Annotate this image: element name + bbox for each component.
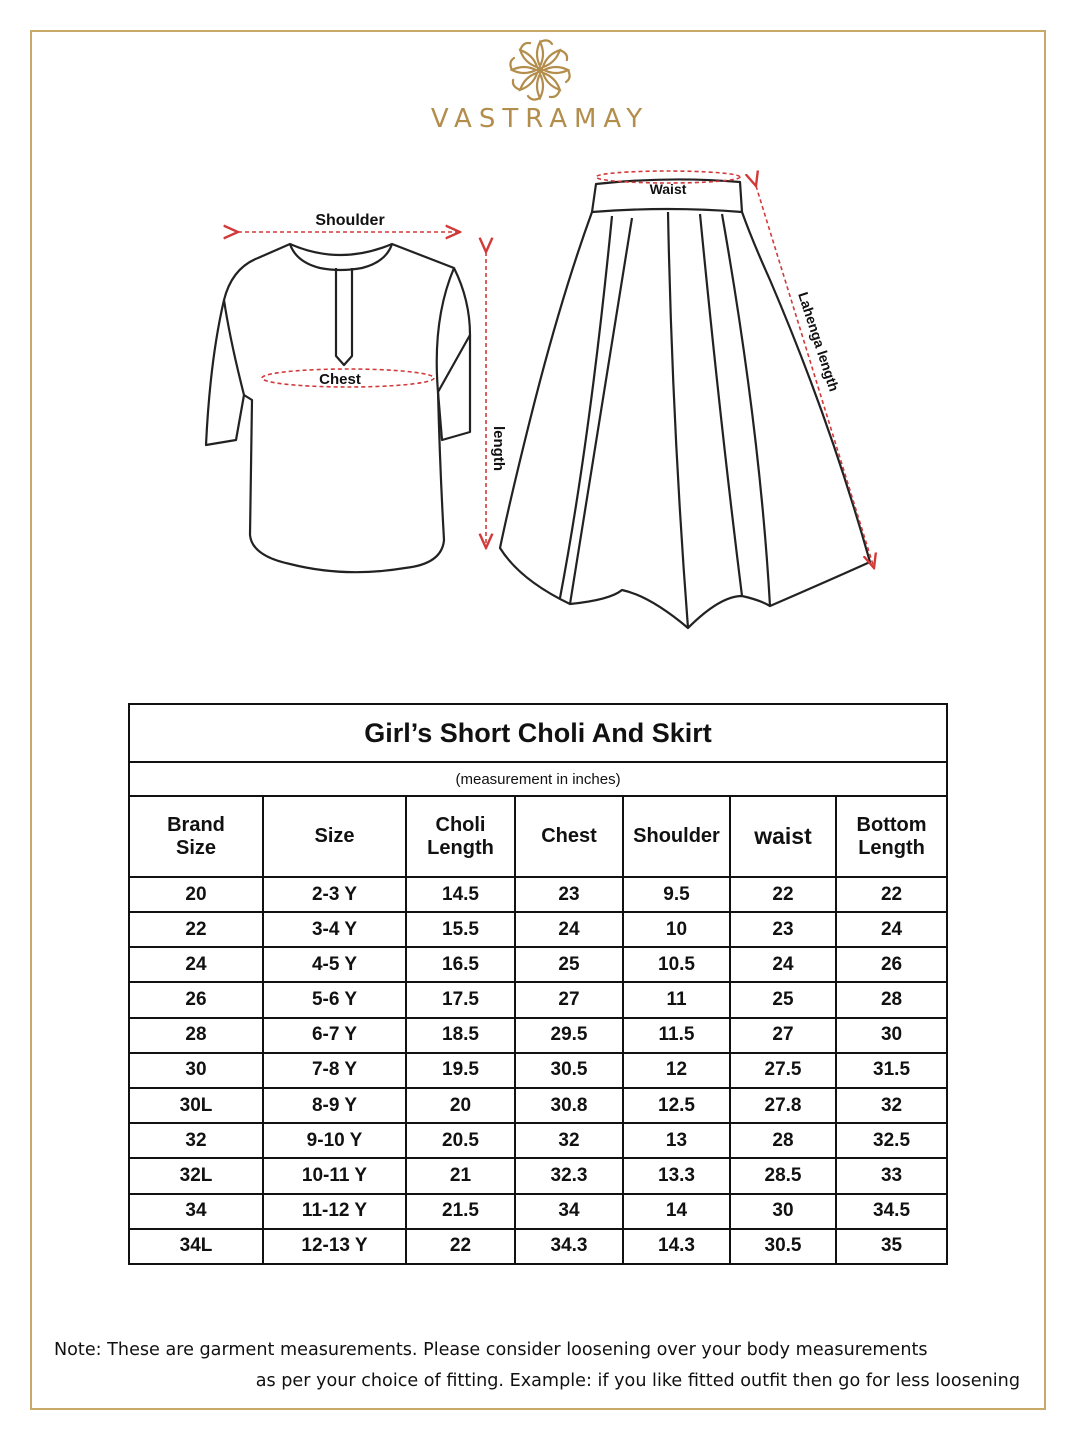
table-cell: 18.5	[406, 1018, 515, 1053]
table-cell: 22	[406, 1229, 515, 1264]
table-body	[129, 877, 947, 1264]
table-cell: 28	[730, 1123, 836, 1158]
table-row	[129, 1123, 947, 1158]
table-cell: 32	[129, 1123, 263, 1158]
header-waist: waist	[730, 796, 836, 876]
table-cell: 15.5	[406, 912, 515, 947]
table-cell: 32	[836, 1088, 947, 1123]
table-cell: 22	[129, 912, 263, 947]
table-cell: 12	[623, 1053, 730, 1088]
table-cell: 25	[730, 982, 836, 1017]
table-cell: 22	[836, 877, 947, 912]
table-cell: 27.5	[730, 1053, 836, 1088]
table-cell: 14	[623, 1194, 730, 1229]
table-cell: 34	[129, 1194, 263, 1229]
table-cell: 7-8 Y	[263, 1053, 406, 1088]
table-cell: 10-11 Y	[263, 1158, 406, 1193]
table-cell: 30	[129, 1053, 263, 1088]
table-cell: 17.5	[406, 982, 515, 1017]
table-unit-row	[129, 762, 947, 796]
table-row	[129, 1088, 947, 1123]
size-chart-table	[128, 703, 948, 1265]
table-cell: 35	[836, 1229, 947, 1264]
table-cell: 19.5	[406, 1053, 515, 1088]
chest-label: Chest	[319, 371, 361, 388]
table-row	[129, 1018, 947, 1053]
choli-drawing	[206, 244, 470, 572]
table-cell: 3-4 Y	[263, 912, 406, 947]
table-cell: 11.5	[623, 1018, 730, 1053]
table-cell: 27	[730, 1018, 836, 1053]
table-cell: 8-9 Y	[263, 1088, 406, 1123]
header-brand-size: Brand Size	[129, 796, 263, 876]
header-bottom-length: Bottom Length	[836, 796, 947, 876]
shoulder-label: Shoulder	[315, 212, 385, 229]
table-cell: 28	[836, 982, 947, 1017]
table-cell: 34.5	[836, 1194, 947, 1229]
table-cell: 34L	[129, 1229, 263, 1264]
header-choli-length: Choli Length	[406, 796, 515, 876]
table-cell: 16.5	[406, 947, 515, 982]
table-cell: 24	[129, 947, 263, 982]
table-cell: 29.5	[515, 1018, 623, 1053]
table-cell: 33	[836, 1158, 947, 1193]
fitting-note	[40, 1335, 1020, 1397]
garment-diagram	[0, 160, 1080, 660]
table-cell: 11-12 Y	[263, 1194, 406, 1229]
mandala-flower-icon	[490, 36, 590, 106]
table-cell: 24	[515, 912, 623, 947]
table-cell: 12.5	[623, 1088, 730, 1123]
table-cell: 2-3 Y	[263, 877, 406, 912]
table-cell: 20.5	[406, 1123, 515, 1158]
table-cell: 14.3	[623, 1229, 730, 1264]
table-cell: 30L	[129, 1088, 263, 1123]
table-cell: 32L	[129, 1158, 263, 1193]
length-label: length	[490, 426, 507, 471]
table-cell: 30.5	[515, 1053, 623, 1088]
table-cell: 9.5	[623, 877, 730, 912]
table-cell: 4-5 Y	[263, 947, 406, 982]
header-shoulder: Shoulder	[623, 796, 730, 876]
brand-name: VASTRAMAY	[430, 104, 650, 134]
table-cell: 32.3	[515, 1158, 623, 1193]
header-size: Size	[263, 796, 406, 876]
table-cell: 34	[515, 1194, 623, 1229]
table-cell: 31.5	[836, 1053, 947, 1088]
skirt-drawing	[500, 179, 870, 628]
table-row	[129, 1053, 947, 1088]
table-cell: 32.5	[836, 1123, 947, 1158]
table-cell: 25	[515, 947, 623, 982]
table-cell: 23	[730, 912, 836, 947]
table-cell: 6-7 Y	[263, 1018, 406, 1053]
table-cell: 24	[836, 912, 947, 947]
table-cell: 30.8	[515, 1088, 623, 1123]
table-cell: 30	[836, 1018, 947, 1053]
table-cell: 26	[836, 947, 947, 982]
table-row	[129, 1229, 947, 1264]
table-cell: 21	[406, 1158, 515, 1193]
table-cell: 27	[515, 982, 623, 1017]
table-cell: 22	[730, 877, 836, 912]
table-cell: 26	[129, 982, 263, 1017]
lahenga-length-label: Lahenga length	[795, 289, 843, 394]
table-cell: 12-13 Y	[263, 1229, 406, 1264]
table-cell: 13.3	[623, 1158, 730, 1193]
table-cell: 5-6 Y	[263, 982, 406, 1017]
table-cell: 20	[129, 877, 263, 912]
table-cell: 30.5	[730, 1229, 836, 1264]
table-cell: 34.3	[515, 1229, 623, 1264]
table-row	[129, 947, 947, 982]
table-cell: 13	[623, 1123, 730, 1158]
note-line-2: as per your choice of fitting. Example: if you like fitted outfit then go for less loosening	[255, 1371, 1020, 1391]
table-cell: 28.5	[730, 1158, 836, 1193]
table-header-row	[129, 796, 947, 876]
table-row	[129, 982, 947, 1017]
table-cell: 9-10 Y	[263, 1123, 406, 1158]
waist-label: Waist	[649, 181, 687, 197]
table-cell: 23	[515, 877, 623, 912]
table-cell: 20	[406, 1088, 515, 1123]
table-cell: 27.8	[730, 1088, 836, 1123]
table-row	[129, 1194, 947, 1229]
table-cell: 28	[129, 1018, 263, 1053]
table-row	[129, 912, 947, 947]
table-cell: 32	[515, 1123, 623, 1158]
table-cell: 11	[623, 982, 730, 1017]
table-row	[129, 877, 947, 912]
table-cell: 14.5	[406, 877, 515, 912]
note-line-1: Note: These are garment measurements. Please consider loosening over your body measurements	[54, 1340, 928, 1360]
table-row	[129, 1158, 947, 1193]
table-cell: 24	[730, 947, 836, 982]
table-cell: 10.5	[623, 947, 730, 982]
table-cell: 30	[730, 1194, 836, 1229]
header-chest: Chest	[515, 796, 623, 876]
table-cell: 10	[623, 912, 730, 947]
unit-note: (measurement in inches)	[129, 762, 947, 796]
table-title-row	[129, 704, 947, 762]
table-title: Girl’s Short Choli And Skirt	[129, 704, 947, 762]
table-cell: 21.5	[406, 1194, 515, 1229]
